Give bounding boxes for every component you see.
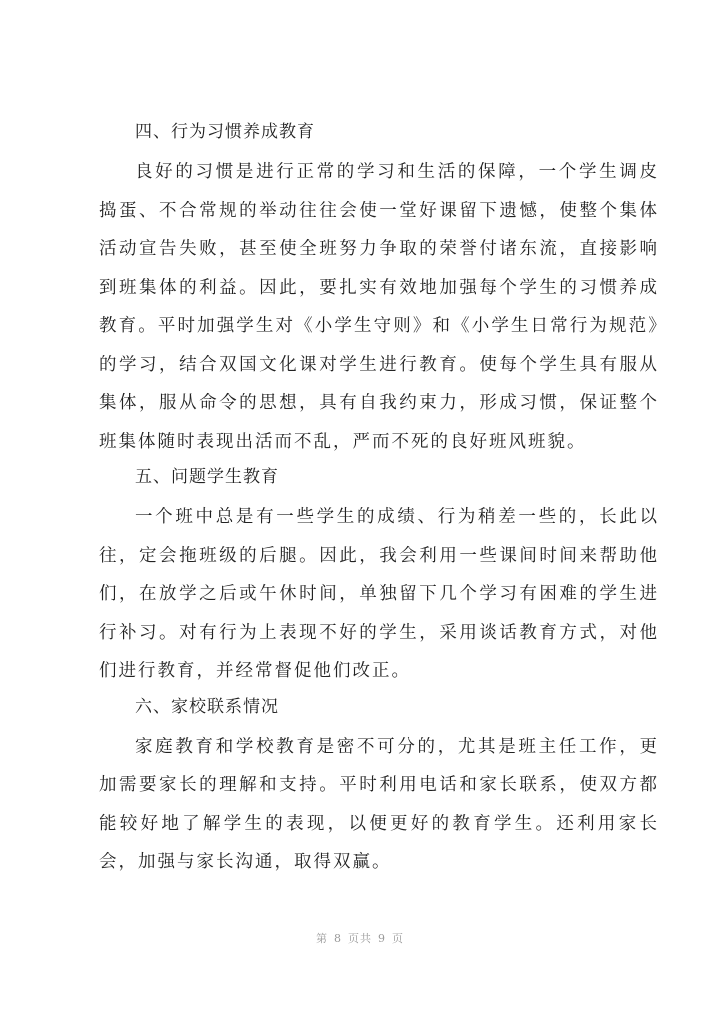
section-paragraph-behavior-habits: 良好的习惯是进行正常的学习和生活的保障，一个学生调皮捣蛋、不合常规的举动往往会使一堂好课留下遗憾，使整个集体活动宣告失败，甚至使全班努力争取的荣誉付诸东流，直接影响到班集体的利益。因此，要扎实有效地加强每个学生的习惯养成教育。平时加强学生对《小学生守则》和《小学生日常行为规范》的学习，结合双国文化课对学生进行教育。使每个学生具有服从集体，服从命令的思想，具有自我约束力，形成习惯，保证整个班集体随时表现出活而不乱，严而不死的良好班风班貌。 [99,162,659,452]
page-middle-text: 页共 [348,932,372,945]
page-suffix: 页 [392,932,404,945]
page-number-footer [0,930,720,946]
section-heading-problem-students: 五、问题学生教育 [135,467,279,487]
total-pages-number: 9 [378,932,386,945]
page-prefix: 第 [316,932,328,945]
document-body [99,120,659,886]
section-heading-home-school-contact: 六、家校联系情况 [135,696,279,717]
section-paragraph-problem-students: 一个班中总是有一些学生的成绩、行为稍差一些的，长此以往，定会拖班级的后腿。因此，我会利用一些课间时间来帮助他们，在放学之后或午休时间，单独留下几个学习有困难的学生进行补习。对有行为上表现不好的学生，采用谈话教育方式，对他们进行教育，并经常督促他们改正。 [99,507,659,681]
current-page-number: 8 [334,932,342,945]
section-paragraph-home-school-contact: 家庭教育和学校教育是密不可分的，尤其是班主任工作，更加需要家长的理解和支持。平时利用电话和家长联系，使双方都能较好地了解学生的表现，以便更好的教育学生。还利用家长会，加强与家长沟通，取得双赢。 [99,736,659,872]
section-heading-behavior-habits: 四、行为习惯养成教育 [135,122,315,142]
